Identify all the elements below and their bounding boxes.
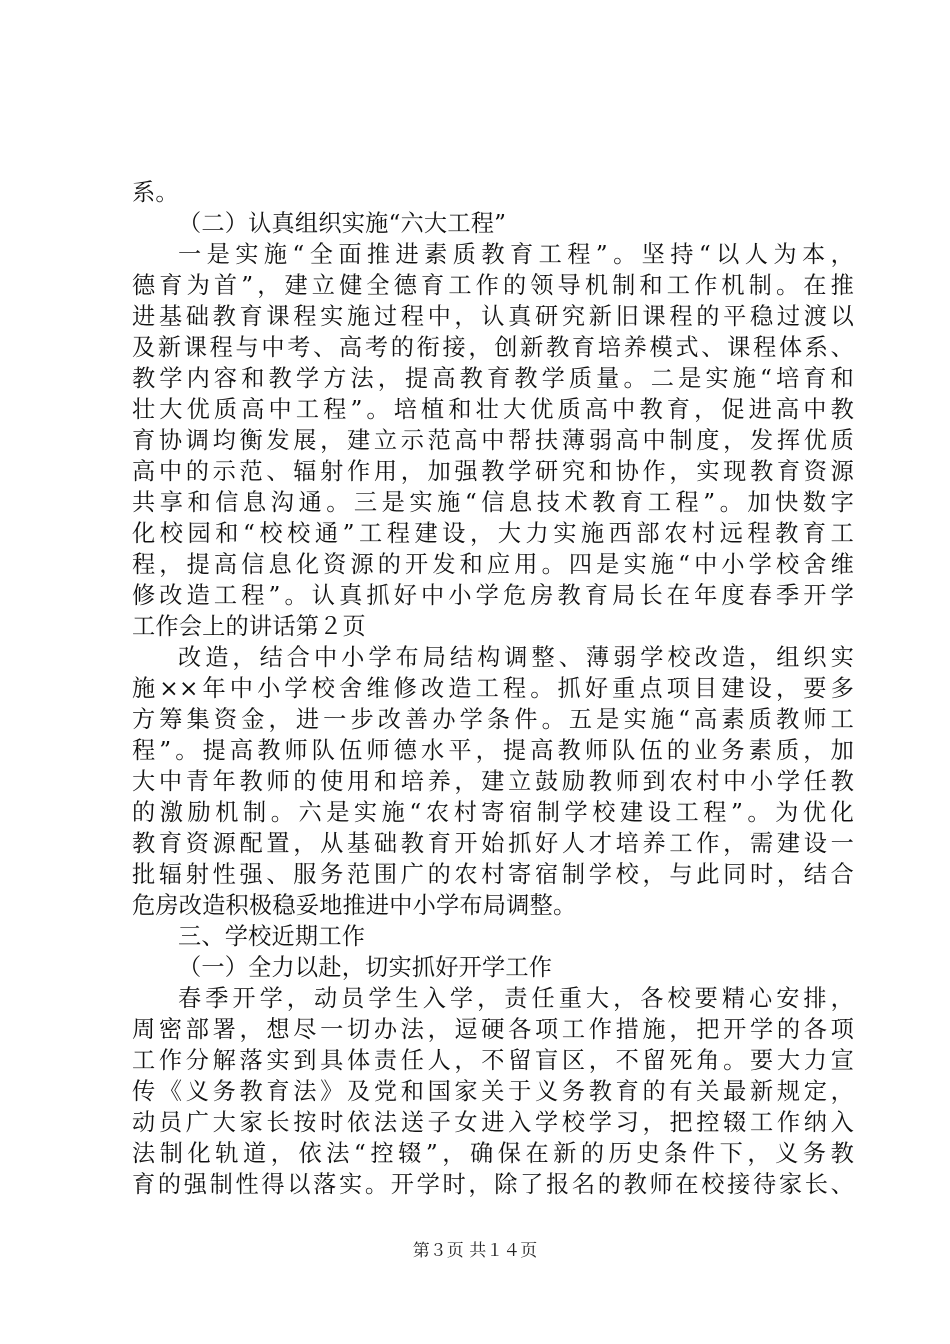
text-line: 德育为首”，建立健全德育工作的领导机制和工作机制。在推 — [132, 272, 854, 299]
text-line: 大中青年教师的使用和培养，建立鼓励教师到农村中小学任教 — [132, 768, 854, 795]
text-line: 修改造工程”。认真抓好中小学危房教育局长在年度春季开学 — [132, 582, 854, 609]
text-line: 程”。提高教师队伍师德水平，提高教师队伍的业务素质，加 — [132, 737, 854, 764]
text-line: 教育资源配置，从基础教育开始抓好人才培养工作，需建设一 — [132, 830, 854, 857]
subsection-heading: （一）全力以赴，切实抓好开学工作 — [178, 954, 553, 981]
text-line: 育协调均衡发展，建立示范高中帮扶薄弱高中制度，发挥优质 — [132, 427, 854, 454]
text-line: 批辐射性强、服务范围广的农村寄宿制学校，与此同时，结合 — [132, 861, 854, 888]
text-line: 教学内容和教学方法，提高教育教学质量。二是实施“培育和 — [132, 365, 854, 392]
text-line: 程，提高信息化资源的开发和应用。四是实施“中小学校舍维 — [132, 551, 854, 578]
text-line: 化校园和“校校通”工程建设，大力实施西部农村远程教育工 — [132, 520, 854, 547]
text-line: 的激励机制。六是实施“农村寄宿制学校建设工程”。为优化 — [132, 799, 854, 826]
text-line: 育的强制性得以落实。开学时，除了报名的教师在校接待家长、 — [132, 1171, 854, 1198]
text-line: 及新课程与中考、高考的衔接，创新教育培养模式、课程体系、 — [132, 334, 854, 361]
text-line: 春季开学，动员学生入学，责任重大，各校要精心安排， — [178, 985, 854, 1012]
text-line: 施××年中小学校舍维修改造工程。抓好重点项目建设，要多 — [132, 675, 854, 702]
page-number-footer: 第３页 共１４页 — [412, 1241, 538, 1261]
text-line: 工作分解落实到具体责任人，不留盲区，不留死角。要大力宣 — [132, 1047, 854, 1074]
text-line: 改造，结合中小学布局结构调整、薄弱学校改造，组织实 — [178, 644, 854, 671]
text-line: 工作会上的讲话第２页 — [132, 613, 366, 640]
text-line: 危房改造积极稳妥地推进中小学布局调整。 — [132, 892, 577, 919]
text-line: 动员广大家长按时依法送子女进入学校学习，把控辍工作纳入 — [132, 1109, 854, 1136]
text-line: 系。 — [132, 179, 179, 206]
text-line: 壮大优质高中工程”。培植和壮大优质高中教育，促进高中教 — [132, 396, 854, 423]
text-line: 周密部署，想尽一切办法，逗硬各项工作措施，把开学的各项 — [132, 1016, 854, 1043]
text-line: 进基础教育课程实施过程中，认真研究新旧课程的平稳过渡以 — [132, 303, 854, 330]
section-heading: 三、学校近期工作 — [178, 923, 366, 950]
text-line: 一是实施“全面推进素质教育工程”。坚持“以人为本， — [178, 241, 854, 268]
text-line: 共享和信息沟通。三是实施“信息技术教育工程”。加快数字 — [132, 489, 854, 516]
section-heading: （二）认真组织实施“六大工程” — [178, 210, 507, 237]
text-line: 法制化轨道，依法“控辍”，确保在新的历史条件下，义务教 — [132, 1140, 854, 1167]
text-line: 传《义务教育法》及党和国家关于义务教育的有关最新规定， — [132, 1078, 854, 1105]
text-line: 高中的示范、辐射作用，加强教学研究和协作，实现教育资源 — [132, 458, 854, 485]
text-line: 方筹集资金，进一步改善办学条件。五是实施“高素质教师工 — [132, 706, 854, 733]
